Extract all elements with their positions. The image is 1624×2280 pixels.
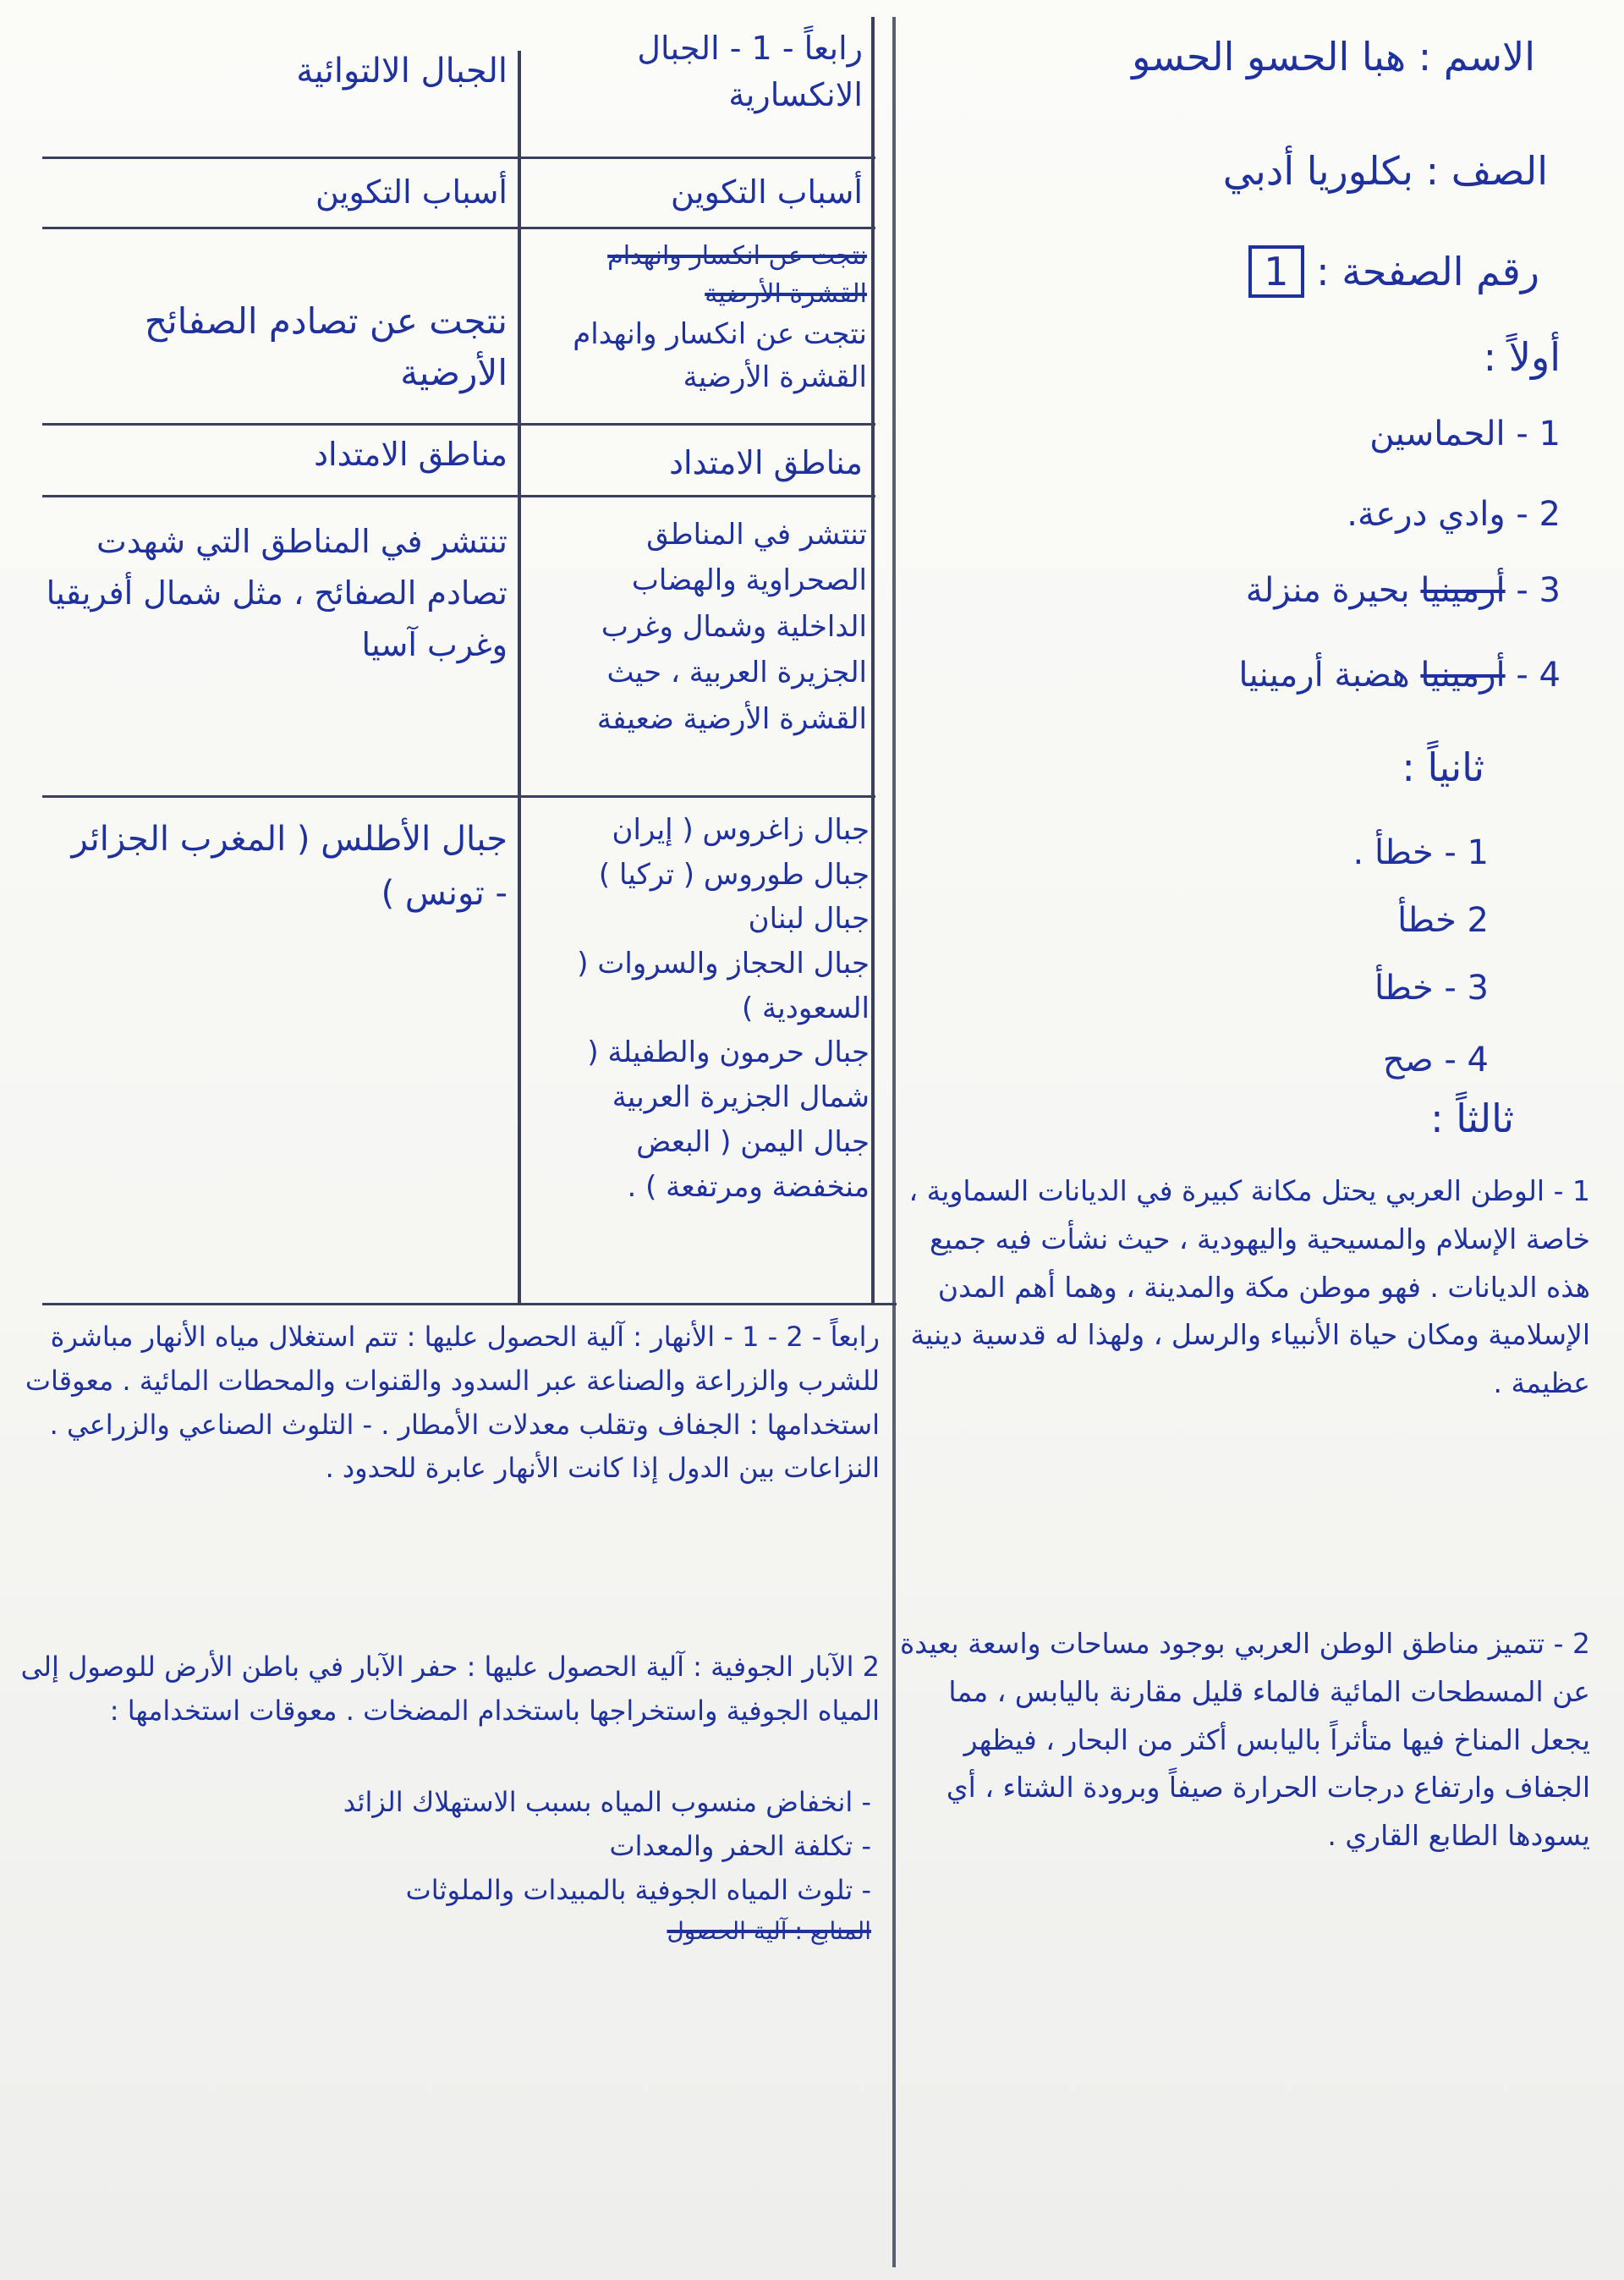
s4-struck-tail: المنابع : آلية الحصول <box>667 1917 871 1946</box>
s3-paragraph-2: 2 - تتميز مناطق الوطن العربي بوجود مساحات واسعة بعيدة عن المسطحات المائية فالماء قليل مقارنة باليابس ، مما يجعل المناخ فيها متأثراً باليابس أكثر من البحار ، فيظهر الجفاف وارتفاع درجات الحرارة صيفاً وبرودة الشتاء ، أي يسودها الطابع القاري . <box>900 1627 1590 1852</box>
row2-right: نتجت عن انكسار وانهدام القشرة الأرضية نتجت عن انكسار وانهدام القشرة الأرضية <box>573 241 867 394</box>
page-number-box: 1 <box>1248 245 1303 298</box>
s1-item-3: 3 - أرمينيا بحيرة منزلة <box>1245 571 1561 610</box>
table-heading-left: الجبال الالتوائية <box>296 52 508 91</box>
s2-item-1: 1 - خطأ . <box>1352 833 1489 872</box>
table-rule-2 <box>42 227 875 229</box>
row2-left: نتجت عن تصادم الصفائح الأرضية <box>144 300 508 393</box>
s4-paragraph-1: رابعاً - 2 - 1 - الأنهار : آلية الحصول عليها : تتم استغلال مياه الأنهار مباشرة للشرب والزراعة والصناعة عبر السدود والقنوات والمحطات المائية . معوقات استخدامها : الجفاف وتقلب معدلات الأمطار . - التلوث الصناعي والزراعي . النزاعات بين الدول إذا كانت الأنهار عابرة للحدود . <box>25 1321 880 1485</box>
s1-item-1: 1 - الحماسين <box>1369 415 1561 453</box>
s2-item-3: 3 - خطأ <box>1374 969 1489 1008</box>
row5-right: جبال زاغروس ( إيران جبال طوروس ( تركيا ) جبال لبنان جبال الحجاز والسروات ( السعودية ) جبال حرمون والطفيلة ( شمال الجزيرة العربية جبال اليمن ( البعض منخفضة ومرتفعة ) . <box>577 813 870 1204</box>
table-rule-5 <box>42 795 875 798</box>
table-rule-6 <box>42 1303 897 1305</box>
s1-item-2: 2 - وادي درعة. <box>1347 495 1561 534</box>
section2-heading: ثانياً : <box>1402 744 1484 790</box>
divider-table-right <box>871 17 875 1303</box>
s3-paragraph-1: 1 - الوطن العربي يحتل مكانة كبيرة في الديانات السماوية ، خاصة الإسلام والمسيحية واليهودية ، حيث نشأت فيه جميع هذه الديانات . فهو موطن مكة والمدينة ، وهما أهم المدن الإسلامية ومكان حياة الأنبياء والرسل ، ولهذا له قدسية دينية عظيمة . <box>908 1174 1590 1399</box>
table-rule-1 <box>42 157 875 159</box>
row3-left: مناطق الامتداد <box>314 436 508 473</box>
divider-table-left <box>518 51 521 1303</box>
s4-list-item: - تكلفة الحفر والمعدات <box>609 1829 871 1862</box>
row1-left: أسباب التكوين <box>315 173 508 211</box>
row5-left: جبال الأطلس ( المغرب الجزائر - تونس ) <box>71 820 508 913</box>
table-rule-3 <box>42 423 875 426</box>
page-label: رقم الصفحة : <box>1316 249 1539 294</box>
row4-right: تنتشر في المناطق الصحراوية والهضاب الداخلية وشمال وغرب الجزيرة العربية ، حيث القشرة الأرضية ضعيفة <box>596 518 867 736</box>
table-heading-right: رابعاً - 1 - الجبال الانكسارية <box>637 30 863 114</box>
page-number-line <box>1237 245 1539 298</box>
s4-paragraph-2: 2 الآبار الجوفية : آلية الحصول عليها : حفر الآبار في باطن الأرض للوصول إلى المياه الجوفية واستخراجها باستخدام المضخات . معوقات استخدامها : <box>20 1651 880 1727</box>
student-name: الاسم : هبا الحسو الحسو <box>1132 34 1535 80</box>
row1-right: أسباب التكوين <box>670 173 863 211</box>
section3-heading: ثالثاً : <box>1430 1096 1514 1141</box>
s4-list <box>17 1781 871 1951</box>
s2-item-2: 2 خطأ <box>1397 901 1489 940</box>
s1-item-4: 4 - أرمينيا هضبة أرمينيا <box>1238 656 1561 695</box>
s4-list-item: - انخفاض منسوب المياه بسبب الاستهلاك الزائد <box>343 1786 871 1818</box>
divider-main <box>892 17 896 2267</box>
s4-list-item: - تلوث المياه الجوفية بالمبيدات والملوثات <box>405 1873 871 1906</box>
row3-right: مناطق الامتداد <box>669 444 863 481</box>
row4-left: تنتشر في المناطق التي شهدت تصادم الصفائح ، مثل شمال أفريقيا وغرب آسيا <box>46 523 508 663</box>
table-rule-4 <box>42 495 875 497</box>
student-class: الصف : بكلوريا أدبي <box>1222 148 1548 194</box>
section1-heading: أولاً : <box>1483 334 1561 380</box>
s2-item-4: 4 - صح <box>1382 1041 1489 1080</box>
